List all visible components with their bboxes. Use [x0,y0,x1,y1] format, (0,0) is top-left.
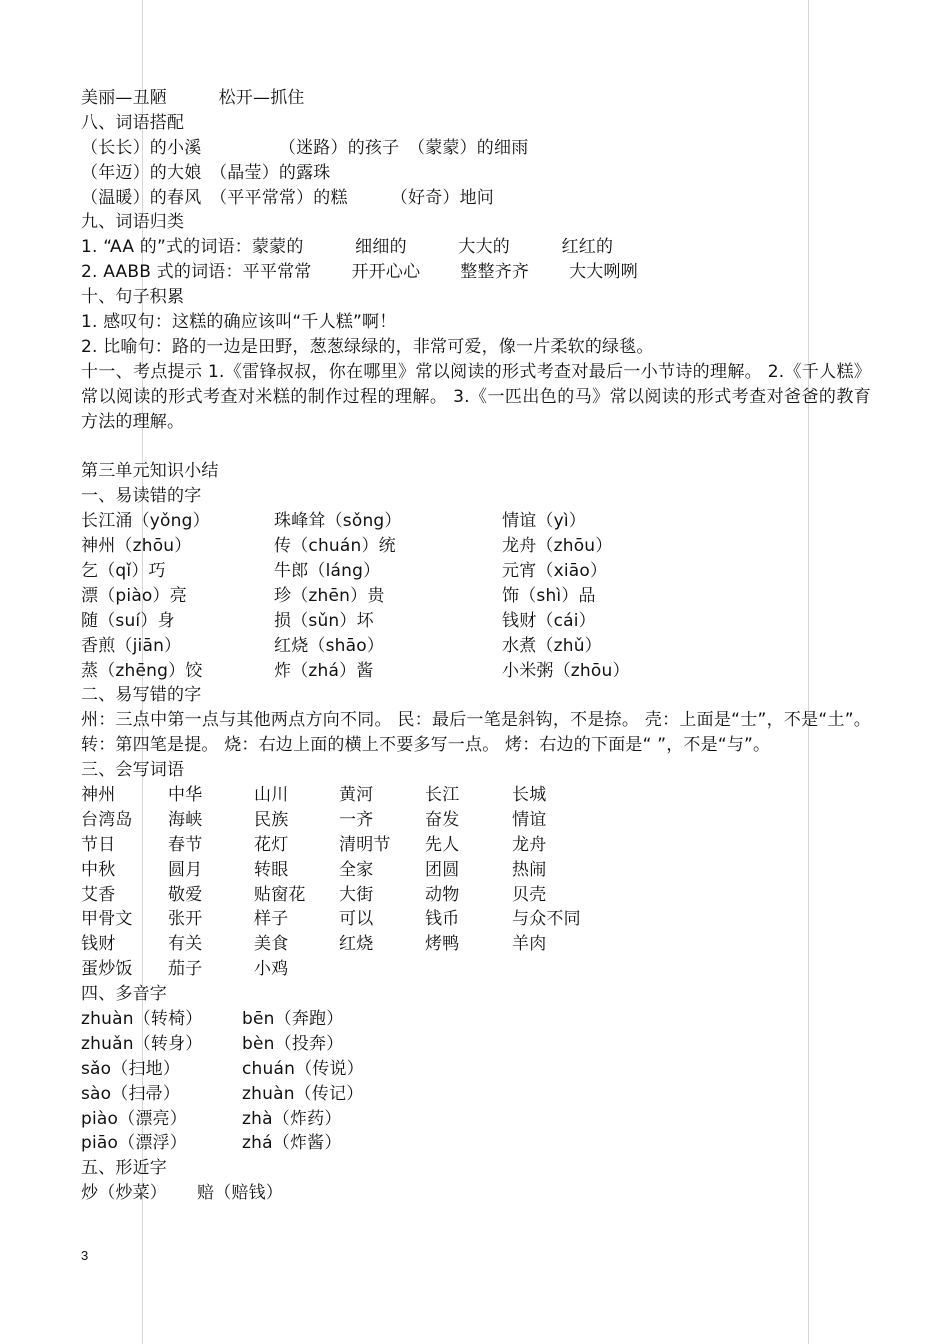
word-cell: 长城 [512,785,547,806]
polyphone-row [81,1131,871,1156]
pinyin-cell: 牛郎（láng） [274,560,381,581]
word-cell: 圆月 [168,859,203,880]
word-table [81,783,871,982]
polyphone-row [81,1057,871,1082]
word-cell: 羊肉 [512,934,547,955]
word-row [81,783,871,808]
blank-line [81,435,871,460]
polyphone-cell: sào（扫帚） [81,1083,181,1104]
polyphone-row [81,1032,871,1057]
word-cell: 小鸡 [254,959,289,980]
pinyin-cell: 小米粥（zhōu） [502,660,630,681]
pinyin-row [81,559,871,584]
word-cell: 茄子 [168,959,203,980]
polyphone-cell: zhà（炸药） [242,1108,342,1129]
pinyin-cell: 饰（shì）品 [502,585,596,606]
word-cell: 全家 [339,859,374,880]
word-cell: 中秋 [81,859,116,880]
polyphone-cell: zhuàn（传记） [242,1083,364,1104]
section-two-title: 二、易写错的字 [81,685,202,706]
word-cell: 钱币 [425,909,460,930]
collocation-line: （长长）的小溪 （迷路）的孩子 （蒙蒙）的细雨 [81,137,529,158]
writing-tips-paragraph: 州：三点中第一点与其他两点方向不同。 民：最后一笔是斜钩，不是捺。 壳：上面是“士”，不是“土”。 转：第四笔是提。 烧：右边上面的横上不要多写一点。 烤：右边的下面是“ ”，不是“与”。 [81,710,871,756]
word-cell: 清明节 [339,834,391,855]
word-cell: 贝壳 [512,884,547,905]
word-cell: 烤鸭 [425,934,460,955]
word-cell: 奋发 [425,809,460,830]
word-cell: 先人 [425,834,460,855]
word-cell: 贴窗花 [254,884,306,905]
word-cell: 转眼 [254,859,289,880]
word-cell: 动物 [425,884,460,905]
pinyin-row [81,584,871,609]
word-cell: 一齐 [339,809,374,830]
section-nine-title: 九、词语归类 [81,212,185,233]
word-cell: 海峡 [168,809,203,830]
pinyin-cell: 元宵（xiāo） [502,560,608,581]
word-cell: 民族 [254,809,289,830]
polyphone-cell: piāo（漂浮） [81,1133,187,1154]
pinyin-row [81,509,871,534]
word-cell: 艾香 [81,884,116,905]
polyphone-cell: chuán（传说） [242,1058,364,1079]
word-cell: 甲骨文 [81,909,133,930]
pinyin-cell: 漂（piào）亮 [81,585,187,606]
pinyin-cell: 炸（zhá）酱 [274,660,374,681]
polyphone-cell: piào（漂亮） [81,1108,187,1129]
word-row [81,957,871,982]
page-number: 3 [81,1248,89,1263]
pinyin-cell: 钱财（cái） [502,610,596,631]
word-cell: 中华 [168,785,203,806]
word-cell: 样子 [254,909,289,930]
polyphone-cell: bēn（奔跑） [242,1009,344,1030]
exam-tips-paragraph: 十一、考点提示 1.《雷锋叔叔，你在哪里》常以阅读的形式考查对最后一小节诗的理解。 2.《千人糕》常以阅读的形式考查对米糕的制作过程的理解。 3.《一匹出色的马》常以阅读的形式考查对爸爸的教育方法的理解。 [81,361,871,432]
polyphone-table [81,1007,871,1156]
pinyin-cell: 珠峰耸（sǒng） [274,511,402,532]
pinyin-cell: 水煮（zhǔ） [502,635,602,656]
word-cell: 有关 [168,934,203,955]
word-cell: 钱财 [81,934,116,955]
pinyin-cell: 随（suí）身 [81,610,175,631]
section-four-title: 四、多音字 [81,984,167,1005]
antonym-line: 美丽—丑陋 松开—抓住 [81,88,305,108]
similar-char-cell: 赔（赔钱） [197,1183,283,1204]
sentence-line: 1. 感叹句：这糕的确应该叫“千人糕”啊！ [81,312,397,333]
word-row [81,883,871,908]
word-cell: 张开 [168,909,203,930]
word-cell: 大街 [339,884,374,905]
word-cell: 花灯 [254,834,289,855]
word-cell: 美食 [254,934,289,955]
pinyin-cell: 传（chuán）统 [274,536,396,557]
polyphone-cell: zhá（炸酱） [242,1133,342,1154]
classification-line: 2. AABB 式的词语：平平常常 开开心心 整整齐齐 大大咧咧 [81,262,638,283]
word-cell: 可以 [339,909,374,930]
polyphone-cell: bèn（投奔） [242,1033,344,1054]
pinyin-cell: 损（sǔn）坏 [274,610,374,631]
word-cell: 敬爱 [168,884,203,905]
word-row [81,932,871,957]
polyphone-cell: sǎo（扫地） [81,1058,181,1079]
pinyin-cell: 红烧（shāo） [274,635,385,656]
polyphone-row [81,1082,871,1107]
polyphone-row [81,1107,871,1132]
pinyin-cell: 情谊（yì） [502,511,586,532]
collocation-line: （温暖）的春风 （平平常常）的糕 （好奇）地问 [81,187,494,208]
section-three-title: 三、会写词语 [81,760,185,781]
pinyin-row [81,609,871,634]
word-cell: 与众不同 [512,909,581,930]
pinyin-cell: 蒸（zhēng）饺 [81,660,203,681]
word-row [81,858,871,883]
pinyin-cell: 香煎（jiān） [81,635,182,656]
word-cell: 团圆 [425,859,460,880]
word-row [81,808,871,833]
word-cell: 节日 [81,834,116,855]
pinyin-cell: 长江涌（yǒng） [81,511,210,532]
section-five-title: 五、形近字 [81,1158,167,1179]
word-cell: 红烧 [339,934,374,955]
pinyin-cell: 龙舟（zhōu） [502,536,613,557]
pinyin-row [81,659,871,684]
word-cell: 热闹 [512,859,547,880]
word-cell: 龙舟 [512,834,547,855]
word-row [81,907,871,932]
pinyin-row [81,534,871,559]
similar-char-row [81,1181,871,1206]
word-cell: 情谊 [512,809,547,830]
pinyin-cell: 乞（qǐ）巧 [81,560,166,581]
similar-char-cell: 炒（炒菜） [81,1183,167,1204]
document-page [81,86,871,1206]
word-cell: 山川 [254,785,289,806]
sentence-line: 2. 比喻句：路的一边是田野，葱葱绿绿的，非常可爱，像一片柔软的绿毯。 [81,336,654,357]
collocation-line: （年迈）的大娘 （晶莹）的露珠 [81,162,331,183]
word-row [81,833,871,858]
section-eight-title: 八、词语搭配 [81,112,185,133]
pinyin-cell: 珍（zhēn）贵 [274,585,385,606]
word-cell: 黄河 [339,785,374,806]
word-cell: 台湾岛 [81,809,133,830]
pinyin-row [81,634,871,659]
word-cell: 蛋炒饭 [81,959,133,980]
polyphone-cell: zhuàn（转椅） [81,1009,203,1030]
word-cell: 神州 [81,785,116,806]
pinyin-table [81,509,871,683]
polyphone-row [81,1007,871,1032]
word-cell: 长江 [425,785,460,806]
word-cell: 春节 [168,834,203,855]
section-ten-title: 十、句子积累 [81,287,185,308]
polyphone-cell: zhuǎn（转身） [81,1033,203,1054]
classification-line: 1. “AA 的”式的词语：蒙蒙的 细细的 大大的 红红的 [81,237,614,258]
unit-three-title: 第三单元知识小结 [81,461,219,482]
pinyin-cell: 神州（zhōu） [81,536,192,557]
section-one-title: 一、易读错的字 [81,486,202,507]
